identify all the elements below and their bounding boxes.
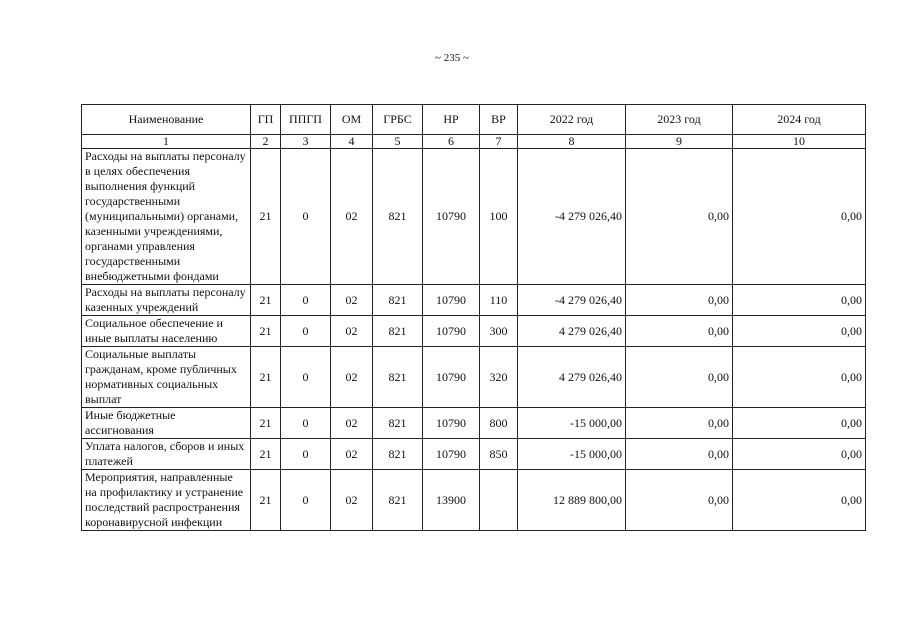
header-name: Наименование bbox=[82, 105, 251, 135]
row-ppgp: 0 bbox=[281, 149, 331, 285]
row-name: Социальные выплаты гражданам, кроме публичных нормативных социальных выплат bbox=[82, 347, 251, 408]
row-2024: 0,00 bbox=[733, 470, 866, 531]
table-row bbox=[82, 439, 866, 470]
row-gp: 21 bbox=[251, 285, 281, 316]
row-gp: 21 bbox=[251, 408, 281, 439]
row-nr: 10790 bbox=[423, 149, 480, 285]
row-gp: 21 bbox=[251, 439, 281, 470]
row-grbs: 821 bbox=[373, 439, 423, 470]
row-grbs: 821 bbox=[373, 149, 423, 285]
row-ppgp: 0 bbox=[281, 316, 331, 347]
row-2024: 0,00 bbox=[733, 347, 866, 408]
row-2024: 0,00 bbox=[733, 316, 866, 347]
row-vr: 110 bbox=[480, 285, 518, 316]
row-nr: 10790 bbox=[423, 439, 480, 470]
row-grbs: 821 bbox=[373, 470, 423, 531]
row-2024: 0,00 bbox=[733, 439, 866, 470]
row-om: 02 bbox=[331, 285, 373, 316]
row-name: Иные бюджетные ассигнования bbox=[82, 408, 251, 439]
row-vr: 320 bbox=[480, 347, 518, 408]
row-ppgp: 0 bbox=[281, 439, 331, 470]
column-number: 5 bbox=[373, 135, 423, 149]
budget-table bbox=[81, 104, 866, 531]
row-nr: 10790 bbox=[423, 347, 480, 408]
row-nr: 10790 bbox=[423, 285, 480, 316]
row-2023: 0,00 bbox=[626, 316, 733, 347]
row-nr: 10790 bbox=[423, 316, 480, 347]
header-2023: 2023 год bbox=[626, 105, 733, 135]
row-nr: 10790 bbox=[423, 408, 480, 439]
row-vr: 100 bbox=[480, 149, 518, 285]
row-vr: 300 bbox=[480, 316, 518, 347]
row-grbs: 821 bbox=[373, 347, 423, 408]
row-om: 02 bbox=[331, 149, 373, 285]
table-row bbox=[82, 408, 866, 439]
row-ppgp: 0 bbox=[281, 347, 331, 408]
column-number: 8 bbox=[518, 135, 626, 149]
row-om: 02 bbox=[331, 439, 373, 470]
column-number: 10 bbox=[733, 135, 866, 149]
row-2022: -15 000,00 bbox=[518, 408, 626, 439]
row-2022: -4 279 026,40 bbox=[518, 285, 626, 316]
row-ppgp: 0 bbox=[281, 285, 331, 316]
row-grbs: 821 bbox=[373, 408, 423, 439]
row-2022: 4 279 026,40 bbox=[518, 347, 626, 408]
row-gp: 21 bbox=[251, 316, 281, 347]
row-vr: 850 bbox=[480, 439, 518, 470]
column-number: 3 bbox=[281, 135, 331, 149]
row-2022: 12 889 800,00 bbox=[518, 470, 626, 531]
row-nr: 13900 bbox=[423, 470, 480, 531]
row-vr bbox=[480, 470, 518, 531]
column-number: 2 bbox=[251, 135, 281, 149]
column-number: 6 bbox=[423, 135, 480, 149]
table-row bbox=[82, 470, 866, 531]
row-name: Мероприятия, направленные на профилактику и устранение последствий распространения коронавирусной инфекции bbox=[82, 470, 251, 531]
row-2023: 0,00 bbox=[626, 470, 733, 531]
row-grbs: 821 bbox=[373, 285, 423, 316]
table-row bbox=[82, 347, 866, 408]
row-om: 02 bbox=[331, 316, 373, 347]
row-name: Расходы на выплаты персоналу казенных учреждений bbox=[82, 285, 251, 316]
header-om: ОМ bbox=[331, 105, 373, 135]
column-number: 4 bbox=[331, 135, 373, 149]
header-nr: НР bbox=[423, 105, 480, 135]
row-om: 02 bbox=[331, 470, 373, 531]
row-2022: 4 279 026,40 bbox=[518, 316, 626, 347]
row-2023: 0,00 bbox=[626, 439, 733, 470]
header-row bbox=[82, 105, 866, 135]
row-2023: 0,00 bbox=[626, 408, 733, 439]
column-number: 1 bbox=[82, 135, 251, 149]
row-om: 02 bbox=[331, 408, 373, 439]
row-om: 02 bbox=[331, 347, 373, 408]
column-number: 9 bbox=[626, 135, 733, 149]
header-2022: 2022 год bbox=[518, 105, 626, 135]
page-number: ~ 235 ~ bbox=[435, 52, 469, 64]
row-gp: 21 bbox=[251, 347, 281, 408]
column-number: 7 bbox=[480, 135, 518, 149]
row-ppgp: 0 bbox=[281, 408, 331, 439]
header-2024: 2024 год bbox=[733, 105, 866, 135]
row-2023: 0,00 bbox=[626, 347, 733, 408]
row-gp: 21 bbox=[251, 470, 281, 531]
row-name: Уплата налогов, сборов и иных платежей bbox=[82, 439, 251, 470]
row-vr: 800 bbox=[480, 408, 518, 439]
row-gp: 21 bbox=[251, 149, 281, 285]
row-grbs: 821 bbox=[373, 316, 423, 347]
row-2022: -15 000,00 bbox=[518, 439, 626, 470]
header-vr: ВР bbox=[480, 105, 518, 135]
row-2022: -4 279 026,40 bbox=[518, 149, 626, 285]
table-row bbox=[82, 285, 866, 316]
row-ppgp: 0 bbox=[281, 470, 331, 531]
row-2024: 0,00 bbox=[733, 149, 866, 285]
header-gp: ГП bbox=[251, 105, 281, 135]
row-2023: 0,00 bbox=[626, 149, 733, 285]
row-2024: 0,00 bbox=[733, 408, 866, 439]
row-name: Расходы на выплаты персоналу в целях обеспечения выполнения функций государственными (муниципальными) органами, казенными учреждениями, органами управления государственными внебюджетными фондами bbox=[82, 149, 251, 285]
row-2023: 0,00 bbox=[626, 285, 733, 316]
table-row bbox=[82, 149, 866, 285]
header-ppgp: ППГП bbox=[281, 105, 331, 135]
column-number-row bbox=[82, 135, 866, 149]
row-name: Социальное обеспечение и иные выплаты населению bbox=[82, 316, 251, 347]
row-2024: 0,00 bbox=[733, 285, 866, 316]
table-row bbox=[82, 316, 866, 347]
header-grbs: ГРБС bbox=[373, 105, 423, 135]
